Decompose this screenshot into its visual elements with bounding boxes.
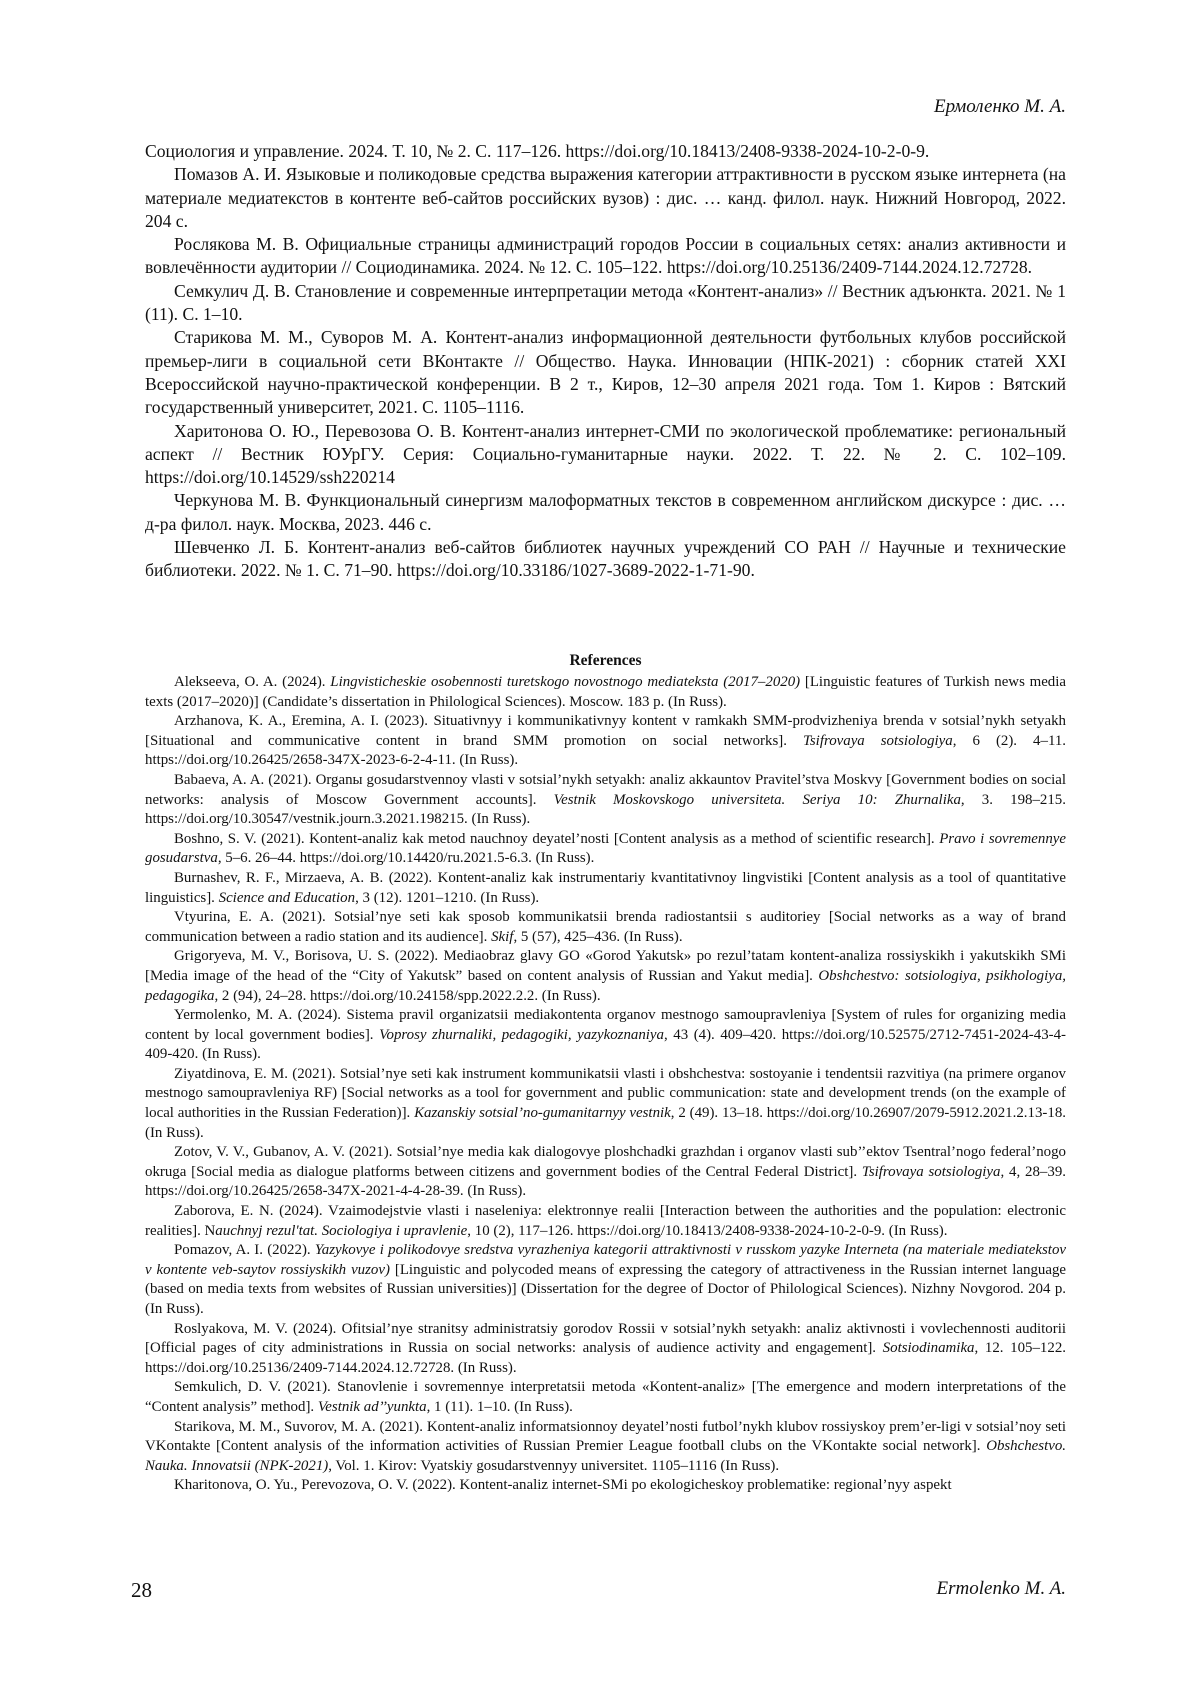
reference-text: Yermolenko, M. A. (2024). Sistema pravil organizatsii mediakontenta organov mestnogo samoupravleniya [System of rules for organizing media content by local government bodies]. <box>145 1007 1066 1043</box>
reference-text: Starikova, M. M., Suvorov, M. A. (2021). Kontent-analiz informatsionnoy deyatel’nosti futbol’nykh klubov rossiyskoy prem’er-ligi v sotsial’noy seti VKontakte [Content analysis of the information activities of Russian Premier League football clubs on the VKontakte social network]. <box>145 1418 1066 1455</box>
english-reference-list <box>145 673 1066 1496</box>
reference-details: , 10 (2), 117–126. https://doi.org/10.18413/2408-9338-2024-10-2-0-9. (In Russ). <box>467 1222 948 1239</box>
reference-entry: Черкунова М. В. Функциональный синергизм малоформатных текстов в современном английском дискурсе : дис. … д-ра филол. наук. Москва, 2023. 446 с. <box>145 490 1066 534</box>
reference-source-title: Voprosy zhurnaliki, pedagogiki, yazykoznaniya <box>379 1026 664 1043</box>
reference-text: Babaeva, A. A. (2021). Organы gosudarstvennoy vlasti v sotsial’nykh setyakh: analiz akkauntov Pravitel’stva Moskvy [Government bodies on social networks: analysis of Moscow Government accounts]. <box>145 771 1066 808</box>
reference-text: Zaborova, E. N. (2024). Vzaimodejstvie vlasti i naseleniya: elektronnye realii [Interaction between the authorities and the population: electronic realities]. N <box>145 1203 1066 1239</box>
reference-text: Arzhanova, K. A., Eremina, A. I. (2023). Situativnyy i kommunikativnyy kontent v ramkakh SMM-prodvizheniya brenda v sotsial’nykh setyakh [Situational and communicative content in brand SMM promotion on social networks]. <box>145 713 1066 749</box>
reference-source-title: Obshchestvo. Nauka. Innovatsii (NPK-2021) <box>145 1438 1066 1474</box>
reference-source-title: Vestnik ad’’yunkta <box>317 1398 427 1415</box>
reference-text: Alekseeva, O. A. (2024). <box>174 674 331 690</box>
reference-entry: Семкулич Д. В. Становление и современные интерпретации метода «Контент-анализ» // Вестник адъюнкта. 2021. № 1 (11). С. 1–10. <box>145 280 1066 325</box>
reference-entry <box>145 1143 1066 1202</box>
reference-details: [Linguistic and polycoded means of expressing the category of attractiveness in the Russian internet language (based on media texts from websites of Russian universities)] (Dissertation for the degree of Doctor of Philological Sciences). Nizhny Novgorod. 204 p. (In Russ). <box>145 1261 1066 1317</box>
reference-entry <box>145 1241 1066 1319</box>
page-number: 28 <box>131 1578 152 1602</box>
reference-entry <box>145 830 1066 869</box>
reference-entry: Старикова М. М., Суворов М. А. Контент-анализ информационной деятельности футбольных клубов российской премьер-лиги в социальной сети ВКонтакте // Общество. Наука. Инновации (НПК-2021) : сборник статей XXI Всероссийской научно-практической конференции. В 2 т., Киров, 12–30 апреля 2021 года. Том 1. Киров : Вятский государственный университет, 2021. С. 1105–1116. <box>145 327 1066 418</box>
reference-entry: Рослякова М. В. Официальные страницы администраций городов России в социальных сетях: анализ активности и вовлечённости аудитории // Социодинамика. 2024. № 12. С. 105–122. https://doi.org/10.25136/2409-7144.2024.12.72728. <box>145 234 1066 278</box>
reference-entry: Помазов А. И. Языковые и поликодовые средства выражения категории аттрактивности в русском языке интернета (на материале медиатекстов в контенте веб-сайтов российских вузов) : дис. … канд. филол. наук. Нижний Новгород, 2022. 204 с. <box>145 164 1066 231</box>
reference-entry <box>145 1418 1066 1477</box>
russian-reference-list <box>145 140 1066 583</box>
reference-details: [Linguistic features of Turkish news media texts (2017–2020)] (Candidate’s dissertation in Philological Sciences). Moscow. 183 p. (In Russ). <box>145 674 1066 710</box>
reference-entry <box>145 1378 1066 1417</box>
reference-source-title: auchnyj rezul'tat. Sociologiya i upravlenie <box>215 1222 468 1239</box>
reference-text: Grigoryeva, M. V., Borisova, U. S. (2022). Mediaobraz glavy GO «Gorod Yakutsk» po rezul’tatam kontent-analiza rossiyskikh i yakutskikh SMi [Media image of the head of the “City of Yakutsk” based on content analysis of Russian and Yakut media]. <box>145 948 1066 984</box>
reference-text: Burnashev, R. F., Mirzaeva, A. B. (2022). Kontent-analiz kak instrumentariy kvantitativnoy lingvistiki [Content analysis as a tool of quantitative linguistics]. <box>145 869 1066 906</box>
reference-details: , 12. 105–122. https://doi.org/10.25136/2409-7144.2024.12.72728. (In Russ). <box>145 1340 1066 1376</box>
reference-entry <box>145 1065 1066 1143</box>
reference-source-title: Skif <box>491 928 514 945</box>
reference-entry <box>145 1202 1066 1241</box>
reference-entry <box>145 908 1066 947</box>
reference-text: Zotov, V. V., Gubanov, A. V. (2021). Sotsial’nye media kak dialogovye ploshchadki grazhdan i organov vlasti sub’’ektov Tsentral’nogo federal’nogo okruga [Social media as dialogue platforms between citizens and government bodies of the Central Federal District]. <box>145 1144 1066 1180</box>
reference-details: , 6 (2). 4–11. https://doi.org/10.26425/2658-347X-2023-6-2-4-11. (In Russ). <box>145 732 1067 769</box>
reference-entry <box>145 673 1066 712</box>
reference-details: , 2 (94), 24–28. https://doi.org/10.24158/spp.2022.2.2. (In Russ). <box>214 987 601 1004</box>
reference-entry <box>145 947 1066 1006</box>
reference-text: Semkulich, D. V. (2021). Stanovlenie i sovremennye interpretatsii metoda «Kontent-analiz» [The emergence and modern interpretations of the “Content analysis” method]. <box>145 1379 1066 1415</box>
reference-text: Kharitonova, O. Yu., Perevozova, O. V. (2022). Kontent-analiz internet-SMi po ekologicheskoy problematike: regional’nyy aspekt <box>174 1477 952 1494</box>
reference-source-title: Pravo i sovremennye gosudarstva <box>145 830 1066 867</box>
reference-source-title: Tsifrovaya sotsiologiya <box>802 732 953 749</box>
reference-entry <box>145 869 1066 908</box>
reference-source-title: Lingvisticheskie osobennosti turetskogo novostnogo mediateksta (2017–2020) <box>330 674 801 690</box>
reference-details: , 2 (49). 13–18. https://doi.org/10.26907/2079-5912.2021.2.13-18. (In Russ). <box>145 1105 1066 1141</box>
reference-entry <box>145 1320 1066 1379</box>
reference-entry <box>145 771 1066 830</box>
reference-details: , 5 (57), 425–436. (In Russ). <box>513 928 683 945</box>
reference-source-title: Science and Education <box>218 889 356 906</box>
reference-details: , 1 (11). 1–10. (In Russ). <box>426 1398 573 1415</box>
reference-source-title: Sotsiodinamika <box>882 1340 975 1357</box>
reference-details: , 3 (12). 1201–1210. (In Russ). <box>355 889 540 906</box>
reference-source-title: Tsifrovaya sotsiologiya <box>861 1163 1001 1180</box>
reference-details: , Vol. 1. Kirov: Vyatskiy gosudarstvennyy universitet. 1105–1116 (In Russ). <box>328 1457 780 1474</box>
reference-text: Ziyatdinova, E. M. (2021). Sotsial’nye seti kak instrument kommunikatsii vlasti i obshchestva: sostoyanie i tendentsii razvitiya (na primere organov mestnogo samoupravleniya RF) [Social networks as a tool for government and public communication: state and development trends (on the example of local authorities in the Russian Federation)]. <box>145 1065 1066 1122</box>
reference-source-title: Yazykovye i polikodovye sredstva vyrazheniya kategorii attraktivnosti v russkom yazyke Interneta (na materiale mediatekstov v kontente veb-saytov rossiyskikh vuzov) <box>145 1242 1066 1278</box>
reference-details: , 4, 28–39. https://doi.org/10.26425/2658-347X-2021-4-4-28-39. (In Russ). <box>145 1163 1066 1200</box>
reference-details: , 3. 198–215. https://doi.org/10.30547/vestnik.journ.3.2021.198215. (In Russ). <box>145 791 1066 828</box>
reference-entry <box>145 1476 1066 1496</box>
reference-text: Vtyurina, E. A. (2021). Sotsial’nye seti kak sposob kommunikatsii brenda radiostantsii s auditoriey [Social networks as a way of brand communication between a radio station and its audience]. <box>145 909 1066 945</box>
references-heading: References <box>569 652 642 669</box>
reference-entry: Харитонова О. Ю., Перевозова О. В. Контент-анализ интернет-СМИ по экологической проблематике: региональный аспект // Вестник ЮУрГУ. Серия: Социально-гуманитарные науки. 2022. Т. 22. № 2. С. 102–109. https://doi.org/10.14529/ssh220214 <box>145 420 1066 488</box>
reference-details: , 5–6. 26–44. https://doi.org/10.14420/ru.2021.5-6.3. (In Russ). <box>217 850 595 867</box>
reference-entry <box>145 1006 1066 1065</box>
reference-source-title: Kazanskiy sotsial’no-gumanitarnyy vestnik <box>414 1105 671 1122</box>
reference-entry <box>145 712 1066 771</box>
reference-entry: Шевченко Л. Б. Контент-анализ веб-сайтов библиотек научных учреждений СО РАН // Научные и технические библиотеки. 2022. № 1. С. 71–90. https://doi.org/10.33186/1027-3689-2022-1-71-90. <box>145 537 1066 581</box>
running-head: Ермоленко М. А. <box>933 96 1066 117</box>
reference-source-title: Obshchestvo: sotsiologiya, psikhologiya, pedagogika <box>145 967 1066 1004</box>
reference-source-title: Vestnik Moskovskogo universiteta. Seriya 10: Zhurnalika <box>553 791 961 808</box>
reference-text: Boshno, S. V. (2021). Kontent-analiz kak metod nauchnoy deyatel’nosti [Content analysis as a method of scientific research]. <box>174 830 940 847</box>
reference-details: , 43 (4). 409–420. https://doi.org/10.52575/2712-7451-2024-43-4-409-420. (In Russ). <box>145 1026 1066 1063</box>
reference-entry: Социология и управление. 2024. Т. 10, № 2. С. 117–126. https://doi.org/10.18413/2408-9338-2024-10-2-0-9. <box>145 141 930 161</box>
reference-text: Roslyakova, M. V. (2024). Ofitsial’nye stranitsy administratsiy gorodov Rossii v sotsial’nykh setyakh: analiz aktivnosti i vovlechennosti auditorii [Official pages of city administrations in Russia on social networks: analysis of audience activity and engagement]. <box>145 1320 1066 1357</box>
reference-text: Pomazov, A. I. (2022). <box>174 1242 315 1259</box>
footer-author: Ermolenko M. A. <box>936 1578 1066 1599</box>
